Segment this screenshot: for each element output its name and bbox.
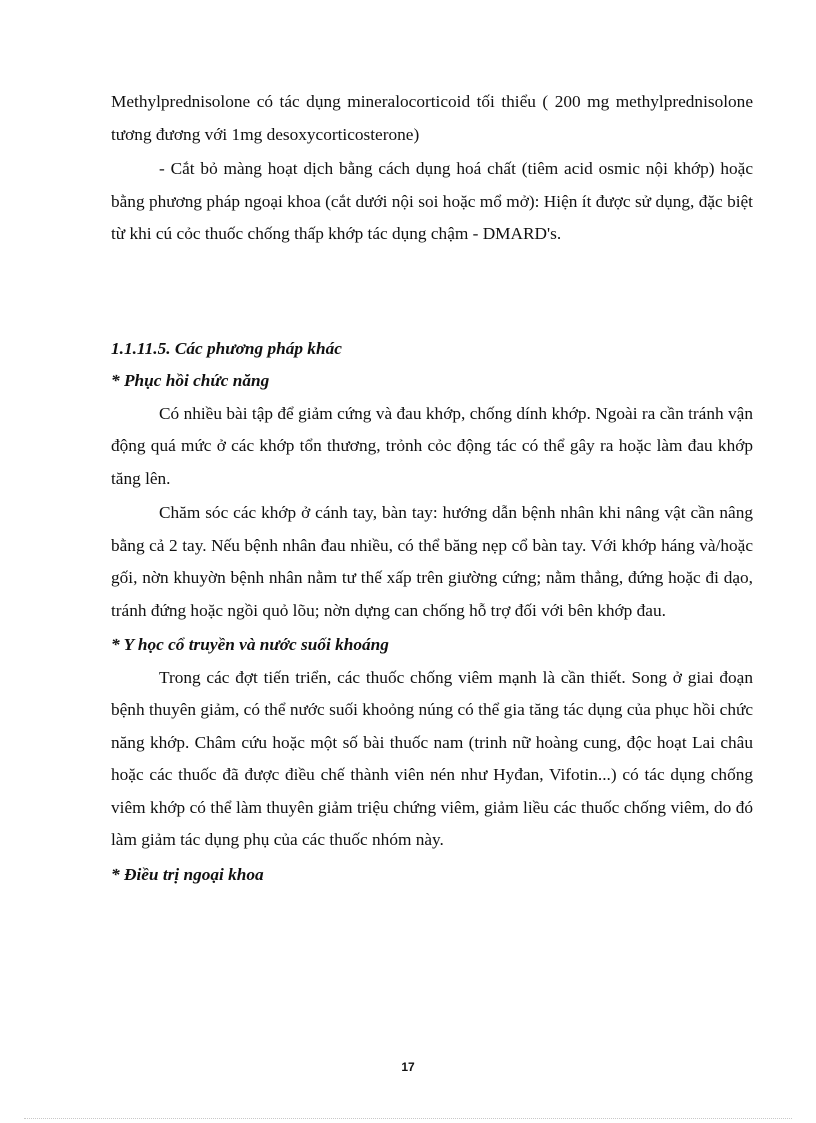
paragraph-rehab-exercises: Có nhiều bài tập để giảm cứng và đau khớp, chống dính khớp. Ngoài ra cần tránh vận động quá mức ở các khớp tổn thương, trỏnh cỏc động tác có thể gây ra hoặc làm đau khớp tăng lên.: [111, 403, 753, 488]
spacer: [111, 253, 753, 333]
paragraph-methylprednisolone: Methylprednisolone có tác dụng mineralocorticoid tối thiểu ( 200 mg methylprednisolone tương đương với 1mg desoxycorticosterone): [111, 92, 753, 144]
subheading-traditional-medicine: * Y học cổ truyền và nước suối khoáng: [111, 635, 389, 654]
section-heading: 1.1.11.5. Các phương pháp khác: [111, 338, 342, 358]
paragraph-rehab-joint-care: Chăm sóc các khớp ở cánh tay, bàn tay: hướng dẫn bệnh nhân khi nâng vật cần nâng bằng cả 2 tay. Nếu bệnh nhân đau nhiều, có thể băng nẹp cổ bàn tay. Với khớp háng và/hoặc gối, nờn khuyờn bệnh nhân nằm tư thế xấp trên giường cứng; nằm thẳng, đứng hoặc đi dạo, tránh đứng hoặc ngồi quỏ lõu; nờn dựng can chống hỗ trợ đối với bên khớp đau.: [111, 503, 753, 620]
page-number: 17: [401, 1060, 415, 1074]
paragraph-traditional-medicine: Trong các đợt tiến triển, các thuốc chống viêm mạnh là cần thiết. Song ở giai đoạn bệnh thuyên giảm, có thể nước suối khoỏng núng có thể gia tăng tác dụng của phục hồi chức năng khớp. Châm cứu hoặc một số bài thuốc nam (trinh nữ hoàng cung, độc hoạt Lai châu hoặc các thuốc đã được điều chế thành viên nén như Hyđan, Vifotin...) có tác dụng chống viêm khớp có thể làm thuyên giảm triệu chứng viêm, giảm liều các thuốc chống viêm, do đó làm giảm tác dụng phụ của các thuốc nhóm này.: [111, 667, 753, 849]
subheading-surgery: * Điều trị ngoại khoa: [111, 864, 264, 884]
paragraph-synovectomy: - Cắt bỏ màng hoạt dịch bằng cách dụng hoá chất (tiêm acid osmic nội khớp) hoặc bằng phương pháp ngoại khoa (cắt dưới nội soi hoặc mổ mở): Hiện ít được sử dụng, đặc biệt từ khi cú cỏc thuốc chống thấp khớp tác dụng chậm - DMARD's.: [111, 159, 753, 243]
page-content: [111, 86, 753, 891]
page-bottom-divider: [24, 1118, 792, 1119]
subheading-rehabilitation: * Phục hồi chức năng: [111, 371, 270, 390]
